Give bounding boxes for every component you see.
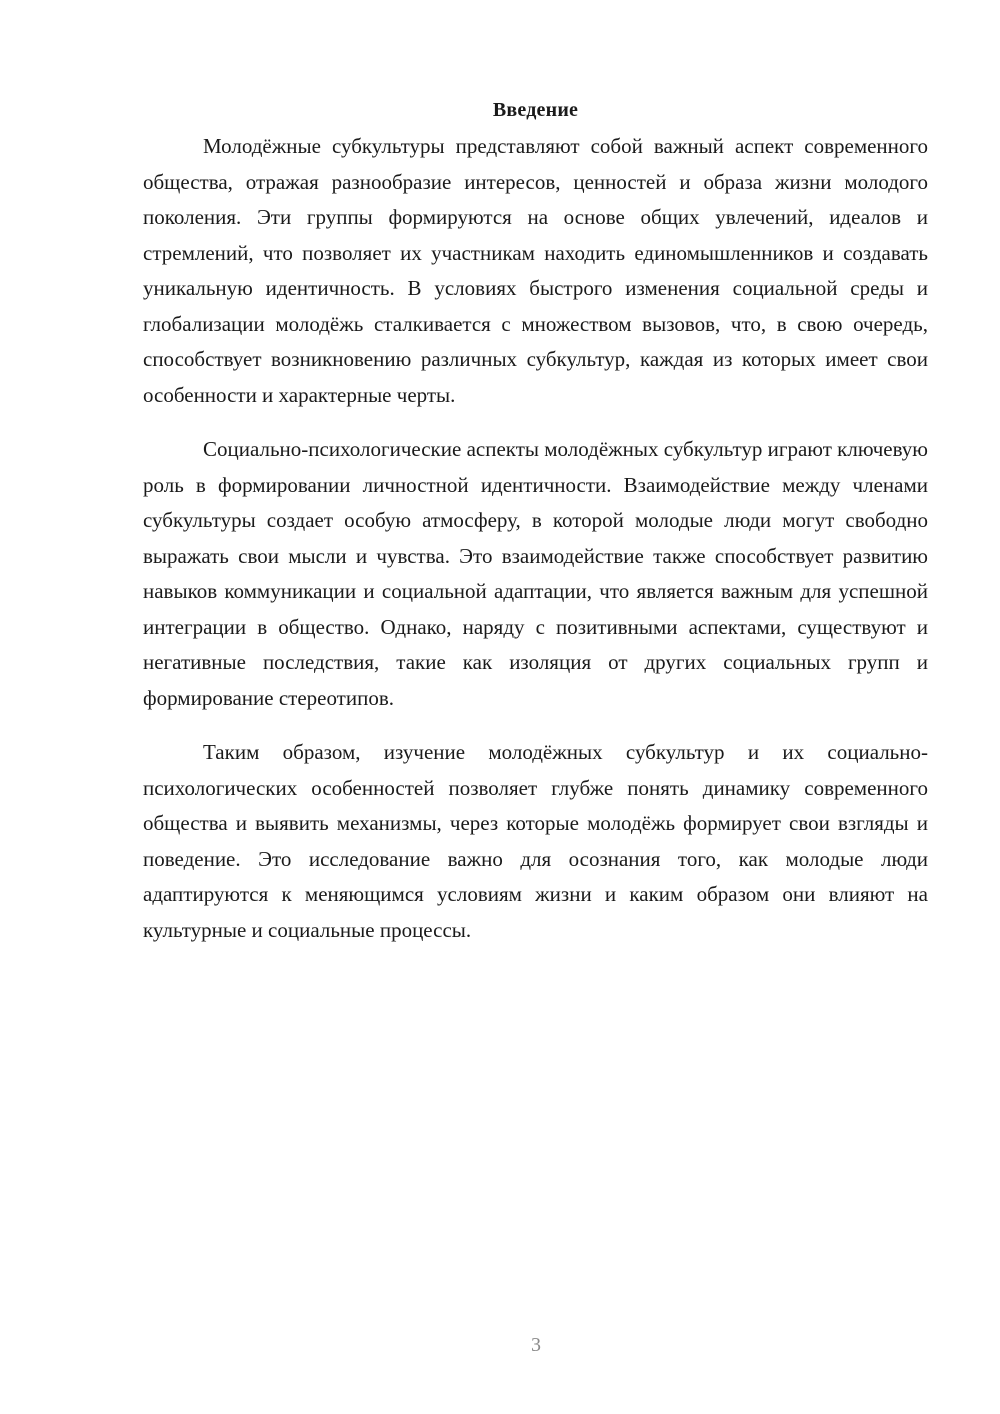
paragraph-2: Социально-психологические аспекты молодёжных субкультур играют ключевую роль в формировании личностной идентичности. Взаимодействие между членами субкультуры создает особую атмосферу, в которой молодые люди могут свободно выражать свои мысли и чувства. Это взаимодействие также способствует развитию навыков коммуникации и социальной адаптации, что является важным для успешной интеграции в общество. Однако, наряду с позитивными аспектами, существуют и негативные последствия, такие как изоляция от других социальных групп и формирование стереотипов. <box>143 437 928 710</box>
page-body <box>143 95 928 967</box>
paragraph-3: Таким образом, изучение молодёжных субкультур и их социально-психологических особенностей позволяет глубже понять динамику современного общества и выявить механизмы, через которые молодёжь формирует свои взгляды и поведение. Это исследование важно для осознания того, как молодые люди адаптируются к меняющимся условиям жизни и каким образом они влияют на культурные и социальные процессы. <box>143 740 928 942</box>
paragraph-1: Молодёжные субкультуры представляют собой важный аспект современного общества, отражая разнообразие интересов, ценностей и образа жизни молодого поколения. Эти группы формируются на основе общих увлечений, идеалов и стремлений, что позволяет их участникам находить единомышленников и создавать уникальную идентичность. В условиях быстрого изменения социальной среды и глобализации молодёжь сталкивается с множеством вызовов, что, в свою очередь, способствует возникновению различных субкультур, каждая из которых имеет свои особенности и характерные черты. <box>143 134 928 407</box>
page-number: 3 <box>531 1334 541 1356</box>
section-title: Введение <box>492 99 579 121</box>
